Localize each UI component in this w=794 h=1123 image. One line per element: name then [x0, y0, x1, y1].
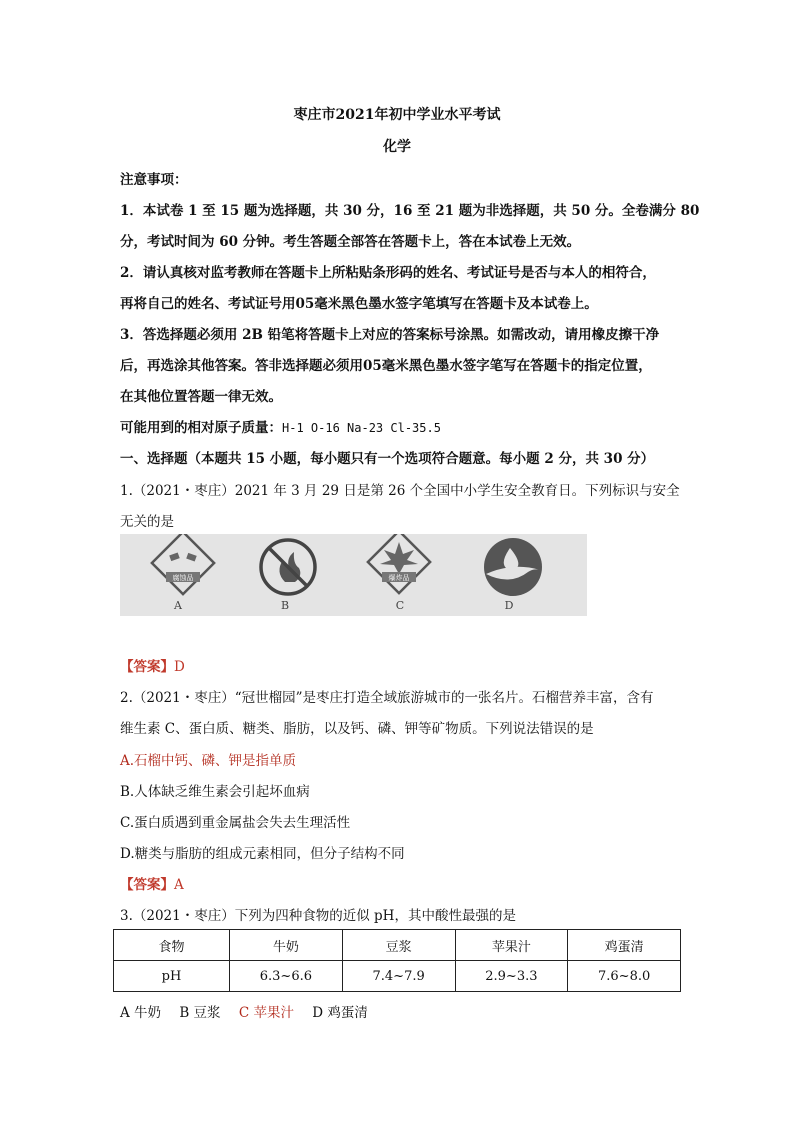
sign-b-letter: B [280, 599, 290, 612]
table-row [114, 961, 681, 992]
q3-stem-line: 3.（2021・枣庄）下列为四种食物的近似 pH，其中酸性最强的是 [120, 908, 516, 924]
q2-option-b: B.人体缺乏维生素会引起坏血病 [120, 784, 310, 800]
table-header-cell: 豆浆 [342, 930, 455, 961]
corrosive-sign-icon [152, 534, 214, 594]
sign-d-letter: D [504, 599, 514, 612]
atomic-mass-label: 可能用到的相对原子质量： [120, 420, 282, 436]
table-header-cell: 鸡蛋清 [568, 930, 681, 961]
atomic-mass [120, 416, 441, 436]
exam-title: 枣庄市2021年初中学业水平考试 [293, 107, 501, 123]
q2-answer [120, 873, 184, 893]
sign-a-caption: 腐蚀品 [172, 574, 194, 582]
sign-c-caption: 爆炸品 [388, 574, 410, 582]
q1-stem-line: 1.（2021・枣庄）2021 年 3 月 29 日是第 26 个全国中小学生安全教育日。下列标识与安全 [120, 483, 680, 499]
table-cell: 7.4~7.9 [342, 961, 455, 992]
notes-line: 再将自己的姓名、考试证号用05毫米黑色墨水签字笔填写在答题卡及本试卷上。 [120, 296, 598, 312]
q2-option-c: C.蛋白质遇到重金属盐会失去生理活性 [120, 815, 351, 831]
explosive-sign-icon [368, 534, 430, 593]
answer-value: D [174, 659, 185, 675]
notes-line: 在其他位置答题一律无效。 [120, 389, 282, 405]
q3-option-c: C 苹果汁 [238, 1005, 294, 1021]
q2-option-d: D.糖类与脂肪的组成元素相同，但分子结构不同 [120, 846, 405, 862]
sign-a-letter: A [174, 599, 182, 612]
table-cell: 7.6~8.0 [568, 961, 681, 992]
q3-option-b: B 豆浆 [179, 1005, 221, 1021]
notes-line: 2．请认真核对监考教师在答题卡上所粘贴条形码的姓名、考试证号是否与本人的相符合， [120, 265, 656, 281]
q3-option-a: A 牛奶 [120, 1005, 162, 1021]
table-cell: 6.3~6.6 [230, 961, 343, 992]
notes-line: 1．本试卷 1 至 15 题为选择题，共 30 分，16 至 21 题为非选择题，共 50 分。全卷满分 80 [120, 203, 700, 219]
subject-title: 化学 [383, 139, 411, 155]
no-fire-sign-icon [261, 540, 315, 594]
sign-d [484, 538, 542, 612]
water-saving-sign-icon [484, 538, 542, 596]
safety-signs-image [120, 534, 587, 616]
q2-option-a: A.石榴中钙、磷、钾是指单质 [120, 753, 297, 769]
table-header-cell: 苹果汁 [455, 930, 568, 961]
table-header-cell: 食物 [114, 930, 230, 961]
q2-stem-line: 维生素 C、蛋白质、糖类、脂肪，以及钙、磷、钾等矿物质。下列说法错误的是 [120, 721, 594, 737]
answer-label: 【答案】 [120, 659, 174, 675]
answer-value: A [174, 877, 184, 893]
notes-line: 分，考试时间为 60 分钟。考生答题全部答在答题卡上，答在本试卷上无效。 [120, 234, 581, 250]
sign-a [152, 534, 214, 612]
table-header-cell: 牛奶 [230, 930, 343, 961]
notes-line: 后，再选涂其他答案。答非选择题必须用05毫米黑色墨水签字笔写在答题卡的指定位置， [120, 358, 652, 374]
notes-line: 3．答选择题必须用 2B 铅笔将答题卡上对应的答案标号涂黑。如需改动，请用橡皮擦干净 [120, 327, 660, 343]
q1-answer [120, 655, 185, 675]
section-heading: 一、选择题（本题共 15 小题，每小题只有一个选项符合题意。每小题 2 分，共 30 分） [120, 451, 655, 467]
atomic-mass-values: H-1 O-16 Na-23 Cl-35.5 [282, 421, 441, 435]
table-cell: pH [114, 961, 230, 992]
sign-c [368, 534, 430, 612]
sign-b [261, 540, 315, 612]
sign-c-letter: C [395, 599, 405, 612]
q1-stem-line: 无关的是 [120, 514, 174, 530]
table-header-row [114, 930, 681, 961]
notes-heading: 注意事项： [120, 172, 188, 188]
answer-label: 【答案】 [120, 877, 174, 893]
ph-table [113, 929, 681, 992]
q3-options [120, 1001, 368, 1021]
q2-stem-line: 2.（2021・枣庄）“冠世榴园”是枣庄打造全域旅游城市的一张名片。石榴营养丰富，含有 [120, 690, 654, 706]
q3-option-d: D 鸡蛋清 [312, 1005, 368, 1021]
table-cell: 2.9~3.3 [455, 961, 568, 992]
